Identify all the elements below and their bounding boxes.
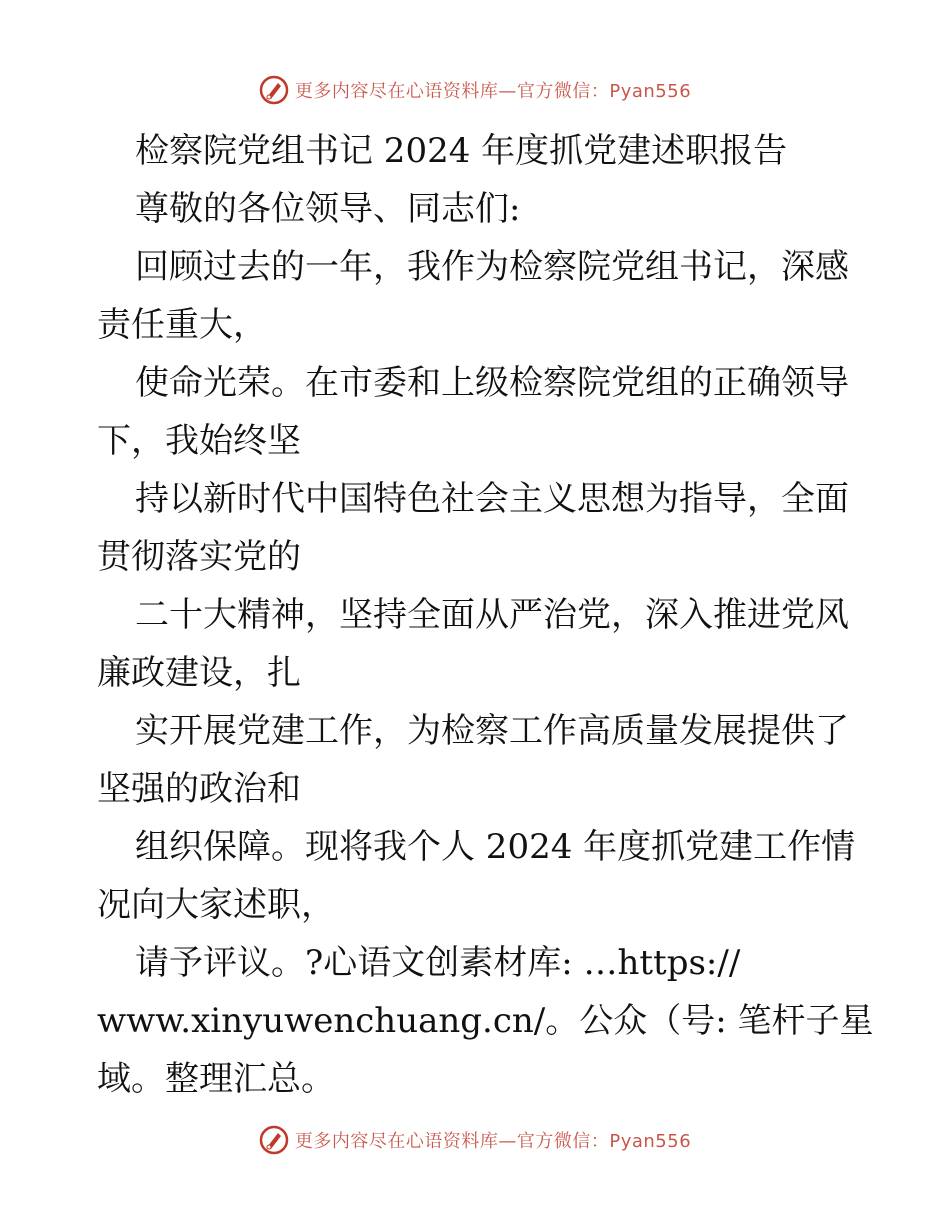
text-line: 请予评议。?心语文创素材库: …https:// (135, 943, 741, 983)
text-line: 廉政建设，扎 (97, 653, 301, 693)
text-line: www.xinyuwenchuang.cn/。公众（号: 笔杆子星 (97, 1001, 874, 1041)
text-line: 下，我始终坚 (97, 421, 301, 461)
pen-seal-logo-icon (259, 75, 289, 105)
header-banner (0, 72, 950, 108)
text-line: 二十大精神，坚持全面从严治党，深入推进党风 (135, 595, 849, 635)
banner-text: 更多内容尽在心语资料库—官方微信：Pyan556 (294, 81, 692, 102)
text-line: 域。整理汇总。 (97, 1059, 335, 1099)
text-line: 实开展党建工作，为检察工作高质量发展提供了 (135, 711, 849, 751)
text-line: 检察院党组书记 2024 年度抓党建述职报告 (135, 131, 788, 171)
footer-banner (0, 1122, 950, 1158)
banner-text: 更多内容尽在心语资料库—官方微信：Pyan556 (294, 1131, 692, 1152)
text-line: 责任重大， (97, 305, 267, 345)
text-line: 回顾过去的一年，我作为检察院党组书记，深感 (135, 247, 849, 287)
text-line: 况向大家述职， (97, 885, 335, 925)
document-body (97, 122, 874, 1108)
text-line: 使命光荣。在市委和上级检察院党组的正确领导 (135, 363, 849, 403)
text-line: 尊敬的各位领导、同志们: (135, 189, 521, 229)
text-line: 坚强的政治和 (97, 769, 301, 809)
text-line: 持以新时代中国特色社会主义思想为指导，全面 (135, 479, 849, 519)
text-line: 贯彻落实党的 (97, 537, 301, 577)
pen-seal-logo-icon (259, 1125, 289, 1155)
text-line: 组织保障。现将我个人 2024 年度抓党建工作情 (135, 827, 856, 867)
